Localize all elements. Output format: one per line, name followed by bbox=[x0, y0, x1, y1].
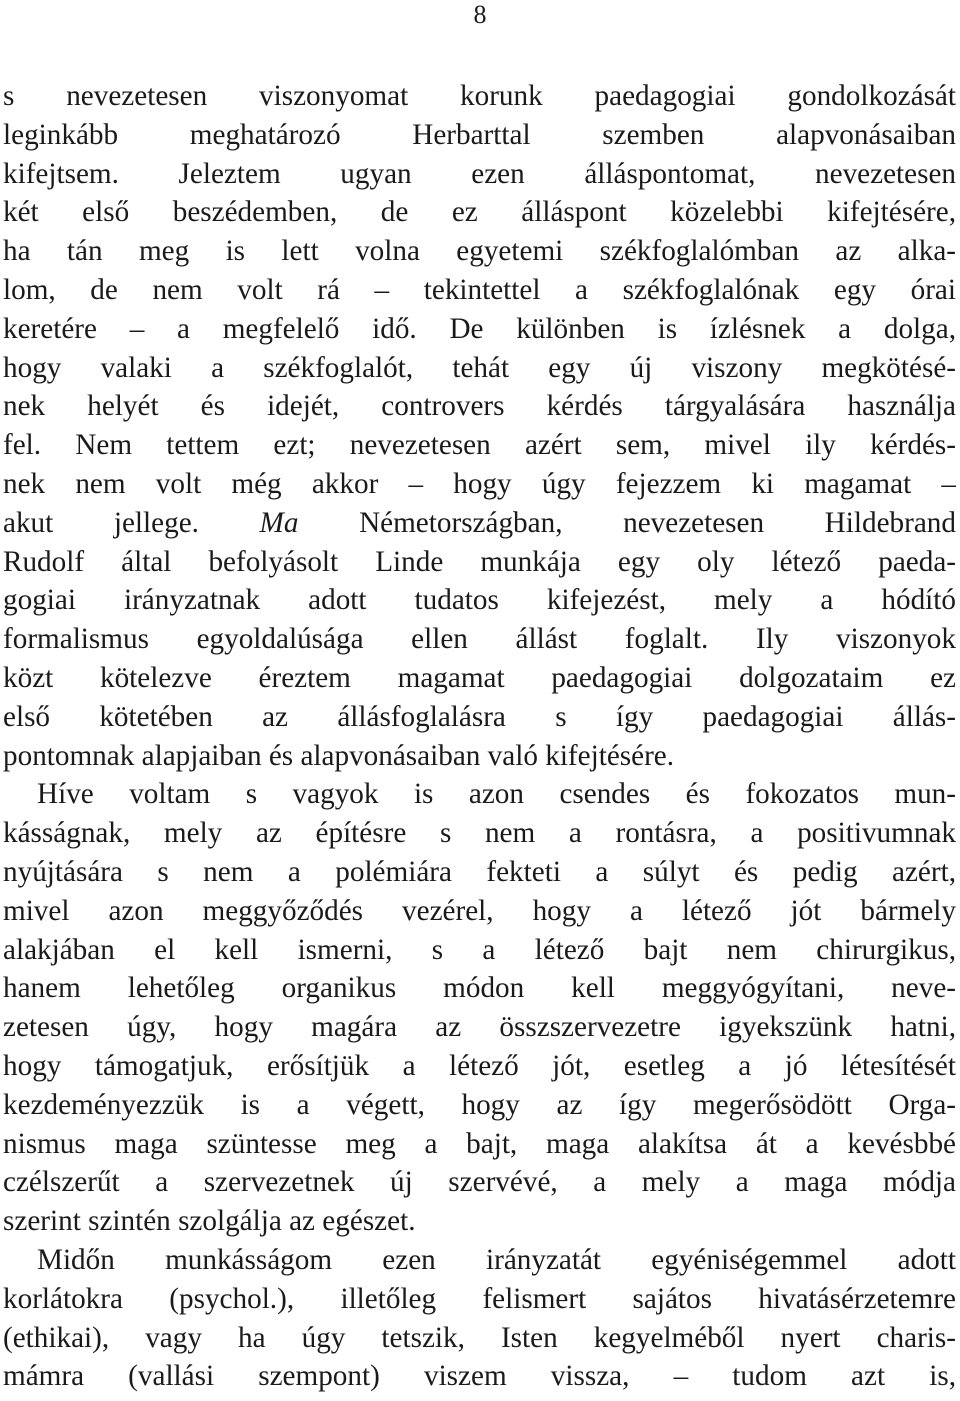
text-line: kásságnak, mely az építésre s nem a rontásra, a positivumnak bbox=[3, 817, 956, 850]
text-line: alakjában el kell ismerni, s a létező bajt nem chirurgikus, bbox=[3, 933, 956, 966]
text-line: gogiai irányzatnak adott tudatos kifejezést, mely a hódító bbox=[3, 584, 956, 617]
text-line: közt kötelezve éreztem magamat paedagogiai dolgozataim ez bbox=[3, 661, 956, 694]
text-line: (ethikai), vagy ha úgy tetszik, Isten kegyelméből nyert charis- bbox=[3, 1321, 956, 1354]
text-segment: akut jellege. bbox=[3, 506, 260, 539]
text-line: nismus maga szüntesse meg a bajt, maga alakítsa át a kevésbbé bbox=[3, 1127, 956, 1160]
text-line: kifejtsem. Jeleztem ugyan ezen álláspontomat, nevezetesen bbox=[3, 157, 956, 190]
text-line: formalismus egyoldalúsága ellen állást foglalt. Ily viszonyok bbox=[3, 623, 956, 656]
text-line: első kötetében az állásfoglalásra s így paedagogiai állás- bbox=[3, 700, 956, 733]
text-line: Híve voltam s vagyok is azon csendes és fokozatos mun- bbox=[37, 778, 956, 811]
text-line: zetesen úgy, hogy magára az összszervezetre igyekszünk hatni, bbox=[3, 1011, 956, 1044]
text-line: keretére – a megfelelő idő. De különben is ízlésnek a dolga, bbox=[3, 312, 956, 345]
text-line: nek helyét és idejét, controvers kérdés tárgyalására használja bbox=[3, 390, 956, 423]
text-line: két első beszédemben, de ez álláspont közelebbi kifejtésére, bbox=[3, 196, 956, 229]
text-line: ha tán meg is lett volna egyetemi székfoglalómban az alka- bbox=[3, 235, 956, 268]
text-line: pontomnak alapjaiban és alapvonásaiban való kifejtésére. bbox=[3, 739, 675, 772]
text-line: hogy támogatjuk, erősítjük a létező jót, esetleg a jó létesítését bbox=[3, 1049, 956, 1082]
italic-word: Ma bbox=[259, 506, 299, 539]
text-line: szerint szintén szolgálja az egészet. bbox=[3, 1205, 416, 1238]
text-line: hanem lehetőleg organikus módon kell meggyógyítani, neve- bbox=[3, 972, 956, 1005]
text-line: nyújtására s nem a polémiára fekteti a súlyt és pedig azért, bbox=[3, 855, 956, 888]
text-line: hogy valaki a székfoglalót, tehát egy új viszony megkötésé- bbox=[3, 351, 956, 384]
text-line: s nevezetesen viszonyomat korunk paedagogiai gondolkozását bbox=[3, 80, 956, 112]
text-line: kezdeményezzük is a végett, hogy az így megerősödött Orga- bbox=[3, 1088, 956, 1121]
text-line: Midőn munkásságom ezen irányzatát egyéniségemmel adott bbox=[37, 1243, 956, 1276]
text-line: czélszerűt a szervezetnek új szervévé, a mely a maga módja bbox=[3, 1166, 956, 1199]
text-line: mámra (vallási szempont) viszem vissza, – tudom azt is, bbox=[3, 1360, 956, 1393]
text-line: korlátokra (psychol.), illetőleg felismert sajátos hivatásérzetemre bbox=[3, 1282, 956, 1315]
text-line bbox=[3, 504, 956, 543]
page-number: 8 bbox=[473, 0, 487, 29]
body-text bbox=[3, 77, 956, 1396]
text-line: lom, de nem volt rá – tekintettel a székfoglalónak egy órai bbox=[3, 273, 956, 306]
text-line: mivel azon meggyőződés vezérel, hogy a létező jót bármely bbox=[3, 894, 956, 927]
text-line: leginkább meghatározó Herbarttal szemben alapvonásaiban bbox=[3, 118, 956, 151]
text-line: fel. Nem tettem ezt; nevezetesen azért sem, mivel ily kérdés- bbox=[3, 429, 956, 462]
text-line: nek nem volt még akkor – hogy úgy fejezzem ki magamat – bbox=[3, 467, 956, 500]
text-line: Rudolf által befolyásolt Linde munkája egy oly létező paeda- bbox=[3, 545, 956, 578]
text-segment: Németországban, nevezetesen Hildebrand bbox=[298, 506, 956, 539]
